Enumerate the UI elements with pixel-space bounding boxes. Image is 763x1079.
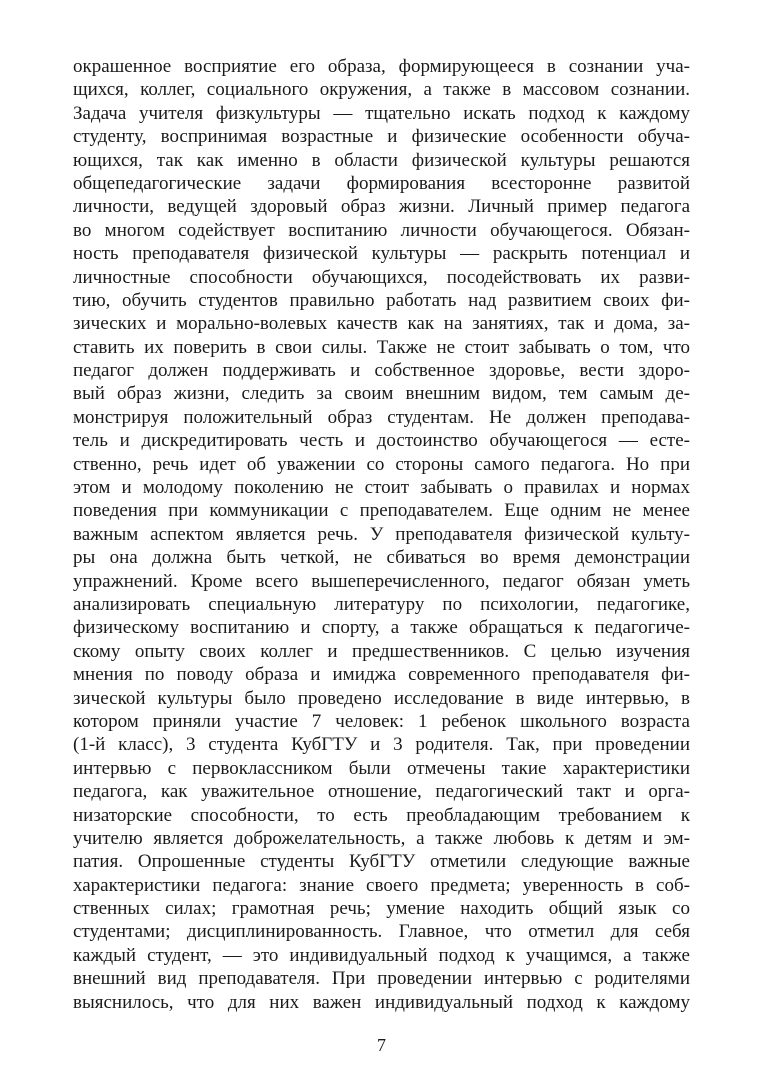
text-line: анализировать специальную литературу по психологии, педагогике, — [73, 593, 690, 615]
text-line: зической культуры было проведено исследование в виде интервью, в — [73, 687, 690, 709]
text-line: вый образ жизни, следить за своим внешним видом, тем самым де- — [73, 383, 690, 405]
text-line: ность преподавателя физической культуры — раскрыть потенциал и — [73, 243, 690, 265]
page-number: 7 — [377, 1035, 386, 1055]
text-line: щихся, коллег, социального окружения, а также в массовом сознании. — [73, 79, 690, 101]
text-line: патия. Опрошенные студенты КубГТУ отметили следующие важные — [73, 851, 690, 873]
text-line: тию, обучить студентов правильно работать над развитием своих фи- — [73, 289, 690, 311]
text-line: ставить их поверить в свои силы. Также не стоит забывать о том, что — [73, 336, 690, 358]
text-line: окрашенное восприятие его образа, формирующееся в сознании уча- — [73, 56, 690, 77]
text-line: каждый студент, — это индивидуальный подход к учащимся, а также — [73, 944, 690, 966]
text-line: монстрируя положительный образ студентам. Не должен преподава- — [73, 406, 690, 428]
text-line: студенту, воспринимая возрастные и физические особенности обуча- — [73, 126, 690, 148]
text-line: поведения при коммуникации с преподавателем. Еще одним не менее — [73, 500, 690, 522]
text-line: личностные способности обучающихся, посодействовать их разви- — [73, 266, 690, 288]
text-line: ственных силах; грамотная речь; умение находить общий язык со — [73, 898, 690, 920]
text-line: упражнений. Кроме всего вышеперечисленного, педагог обязан уметь — [73, 570, 690, 592]
text-line: внешний вид преподавателя. При проведении интервью с родителями — [73, 968, 690, 990]
text-line: учителю является доброжелательность, а также любовь к детям и эм- — [73, 827, 690, 849]
text-line: котором приняли участие 7 человек: 1 ребенок школьного возраста — [73, 710, 690, 732]
text-line: Задача учителя физкультуры — тщательно искать подход к каждому — [73, 102, 690, 124]
text-line: студентами; дисциплинированность. Главное, что отметил для себя — [73, 921, 690, 943]
text-line: ры она должна быть четкой, не сбиваться во время демонстрации — [73, 547, 690, 569]
text-line: ющихся, так как именно в области физической культуры решаются — [73, 149, 690, 171]
text-line: выяснилось, что для них важен индивидуальный подход к каждому — [73, 991, 690, 1013]
text-line: этом и молодому поколению не стоит забывать о правилах и нормах — [73, 477, 690, 499]
text-line: важным аспектом является речь. У преподавателя физической культу- — [73, 523, 690, 545]
text-line: мнения по поводу образа и имиджа современного преподавателя фи- — [73, 664, 690, 686]
body-text — [73, 55, 690, 1014]
text-line: личности, ведущей здоровый образ жизни. Личный пример педагога — [73, 196, 690, 218]
text-line: педагога, как уважительное отношение, педагогический такт и орга- — [73, 781, 690, 803]
text-line: скому опыту своих коллег и предшественников. С целью изучения — [73, 640, 690, 662]
text-line: физическому воспитанию и спорту, а также обращаться к педагогиче- — [73, 617, 690, 639]
text-line: (1-й класс), 3 студента КубГТУ и 3 родителя. Так, при проведении — [73, 734, 690, 756]
text-line: общепедагогические задачи формирования всесторонне развитой — [73, 172, 690, 194]
text-line: зических и морально-волевых качеств как на занятиях, так и дома, за- — [73, 313, 690, 335]
text-line: тель и дискредитировать честь и достоинство обучающегося — есте- — [73, 430, 690, 452]
text-line: педагог должен поддерживать и собственное здоровье, вести здоро- — [73, 360, 690, 382]
text-line: во многом содействует воспитанию личности обучающегося. Обязан- — [73, 219, 690, 241]
text-line: ственно, речь идет об уважении со стороны самого педагога. Но при — [73, 453, 690, 475]
text-line: характеристики педагога: знание своего предмета; уверенность в соб- — [73, 874, 690, 896]
text-line: интервью с первоклассником были отмечены такие характеристики — [73, 757, 690, 779]
text-line: низаторские способности, то есть преобладающим требованием к — [73, 804, 690, 826]
